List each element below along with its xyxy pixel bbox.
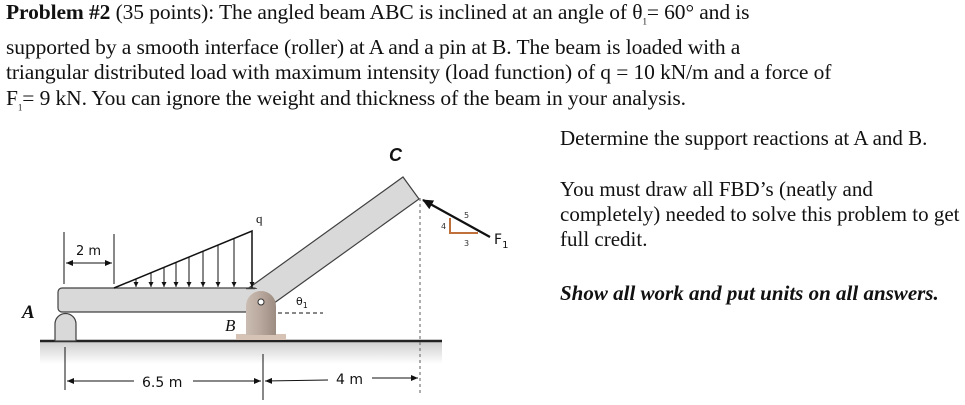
problem-line-3: triangular distributed load with maximum intensity (load function) of q = 10 kN/m and a force of bbox=[6, 60, 832, 85]
slope-hypotenuse-5: 5 bbox=[464, 211, 470, 220]
ground bbox=[40, 341, 442, 364]
label-f1: $F_1$ bbox=[494, 232, 509, 251]
dim-label-6-5m: 6.5 m bbox=[142, 375, 183, 391]
dim-label-4m: 4 m bbox=[336, 372, 363, 388]
fbd-text: You must draw all FBD’s (neatly and completely) needed to solve this problem to get full credit. bbox=[560, 177, 960, 251]
label-c: C bbox=[389, 145, 402, 165]
distributed-load-q bbox=[114, 231, 252, 288]
beam-segment-ab bbox=[58, 288, 258, 312]
slope-vertical-4: 4 bbox=[441, 222, 447, 231]
roller-support-a bbox=[55, 314, 76, 342]
slope-horizontal-3: 3 bbox=[464, 239, 470, 248]
problem-heading: Problem #2 bbox=[6, 0, 111, 24]
label-q: q bbox=[256, 211, 263, 226]
show-work-text: Show all work and put units on all answers. bbox=[560, 281, 939, 305]
label-theta: $\theta_1$ bbox=[296, 295, 308, 310]
problem-line-2: supported by a smooth interface (roller) at A and a pin at B. The beam is loaded with a bbox=[6, 34, 741, 59]
problem-line-1: Problem #2 (35 points): The angled beam ABC is inclined at an angle of $\theta_1= 60^\circ$ and is bbox=[6, 0, 750, 27]
force-f1-arrow bbox=[423, 200, 490, 237]
label-a: A bbox=[22, 302, 35, 323]
problem-line-4: $F_1= 9$ kN. You can ignore the weight and thickness of the beam in your analysis. bbox=[6, 85, 686, 113]
dim-label-2m: 2 m bbox=[76, 244, 102, 259]
beam-segment-bc bbox=[246, 177, 419, 306]
determine-text: Determine the support reactions at A and B. bbox=[560, 126, 928, 150]
slope-triangle bbox=[450, 218, 478, 233]
label-b: B bbox=[225, 316, 236, 335]
